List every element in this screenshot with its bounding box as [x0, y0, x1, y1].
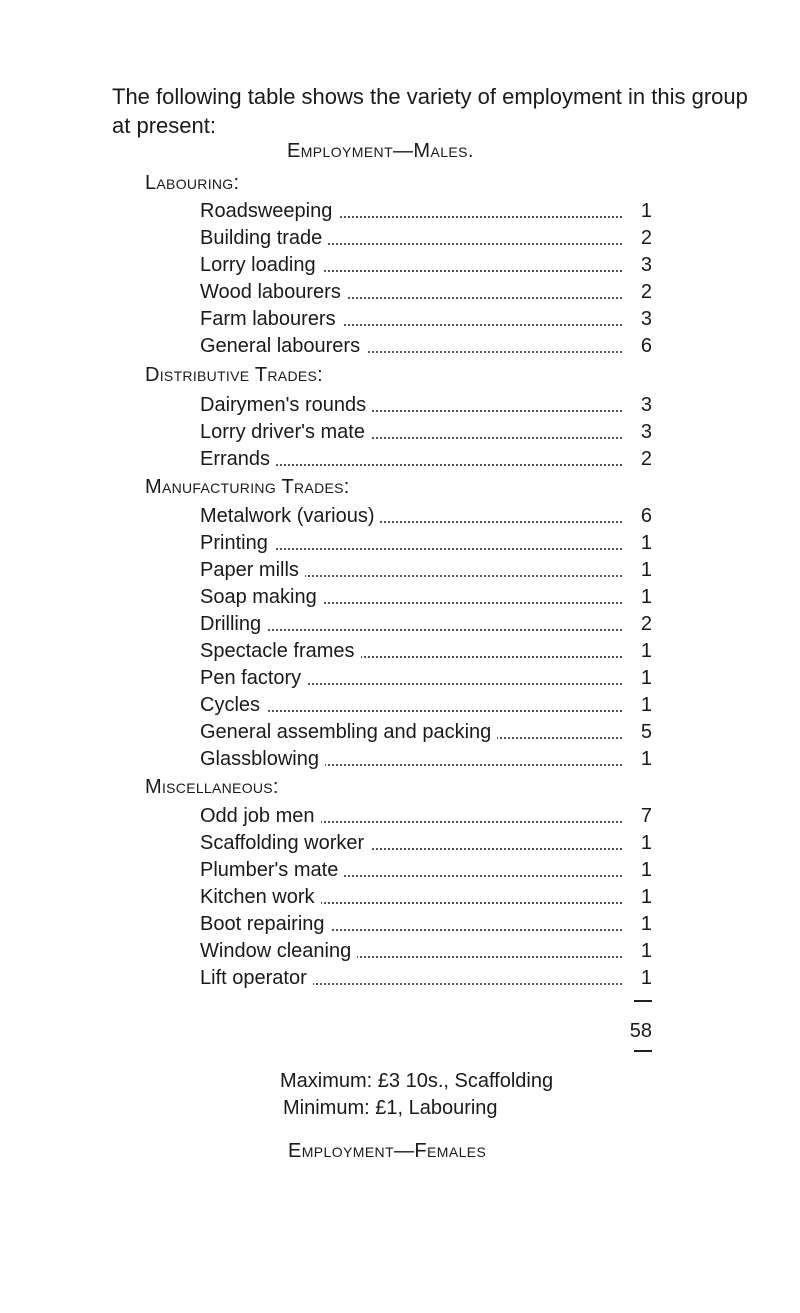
row-count: 3: [632, 392, 652, 419]
table-row: [200, 584, 652, 611]
row-label: Scaffolding worker: [200, 830, 370, 857]
section-label-miscellaneous: Miscellaneous:: [145, 776, 279, 798]
row-count: 5: [632, 719, 652, 746]
table-row: [200, 419, 652, 446]
row-count: 7: [632, 803, 652, 830]
row-label: Spectacle frames: [200, 638, 361, 665]
table-row: [200, 938, 652, 965]
row-label: Metalwork (various): [200, 503, 380, 530]
table-row: [200, 225, 652, 252]
row-label: Errands: [200, 446, 276, 473]
row-label: Pen factory: [200, 665, 307, 692]
row-count: 3: [632, 419, 652, 446]
section-label-labouring: Labouring:: [145, 172, 240, 194]
table-row: [200, 803, 652, 830]
table-row: [200, 279, 652, 306]
table-row: [200, 911, 652, 938]
row-count: 1: [632, 746, 652, 773]
row-count: 1: [632, 557, 652, 584]
row-count: 2: [632, 611, 652, 638]
row-label: Paper mills: [200, 557, 305, 584]
males-heading: Employment—Males.: [287, 140, 474, 162]
table-row: [200, 830, 652, 857]
table-row: [200, 719, 652, 746]
row-count: 1: [632, 884, 652, 911]
row-label: Lift operator: [200, 965, 313, 992]
row-label: Printing: [200, 530, 274, 557]
row-label: Soap making: [200, 584, 323, 611]
table-row: [200, 392, 652, 419]
row-count: 1: [632, 965, 652, 992]
row-label: General assembling and packing: [200, 719, 497, 746]
table-row: [200, 884, 652, 911]
row-label: Glassblowing: [200, 746, 325, 773]
row-label: Window cleaning: [200, 938, 357, 965]
row-count: 2: [632, 225, 652, 252]
section-label-distributive-trades: Distributive Trades:: [145, 364, 323, 386]
total-rule-top: [634, 1000, 652, 1002]
row-label: Dairymen's rounds: [200, 392, 372, 419]
row-count: 1: [632, 911, 652, 938]
row-count: 2: [632, 279, 652, 306]
intro-paragraph: The following table shows the variety of employment in this group at present:: [112, 84, 748, 138]
table-row: [200, 965, 652, 992]
total-rule-bottom: [634, 1050, 652, 1052]
females-heading: Employment—Females: [288, 1140, 487, 1162]
table-row: [200, 252, 652, 279]
row-count: 1: [632, 638, 652, 665]
row-label: Plumber's mate: [200, 857, 344, 884]
table-row: [200, 638, 652, 665]
row-label: Cycles: [200, 692, 266, 719]
table-row: [200, 857, 652, 884]
males-total: 58: [629, 1020, 652, 1042]
table-row: [200, 333, 652, 360]
table-row: [200, 503, 652, 530]
table-row: [200, 198, 652, 225]
row-count: 6: [632, 333, 652, 360]
row-count: 1: [632, 857, 652, 884]
table-row: [200, 665, 652, 692]
table-row: [200, 306, 652, 333]
row-count: 3: [632, 306, 652, 333]
table-row: [200, 446, 652, 473]
row-label: Lorry driver's mate: [200, 419, 371, 446]
row-label: Farm labourers: [200, 306, 342, 333]
row-count: 1: [632, 830, 652, 857]
row-label: Building trade: [200, 225, 328, 252]
row-label: Kitchen work: [200, 884, 321, 911]
row-count: 1: [632, 692, 652, 719]
males-minimum-wage: Minimum: £1, Labouring: [283, 1097, 498, 1119]
row-label: Boot repairing: [200, 911, 331, 938]
row-label: Drilling: [200, 611, 267, 638]
row-count: 1: [632, 530, 652, 557]
row-label: General labourers: [200, 333, 366, 360]
table-row: [200, 611, 652, 638]
row-label: Lorry loading: [200, 252, 322, 279]
table-row: [200, 692, 652, 719]
table-row: [200, 746, 652, 773]
row-count: 1: [632, 198, 652, 225]
row-count: 3: [632, 252, 652, 279]
row-count: 6: [632, 503, 652, 530]
row-label: Odd job men: [200, 803, 321, 830]
row-count: 1: [632, 938, 652, 965]
row-count: 2: [632, 446, 652, 473]
row-label: Wood labourers: [200, 279, 347, 306]
males-maximum-wage: Maximum: £3 10s., Scaffolding: [280, 1070, 554, 1092]
table-row: [200, 530, 652, 557]
table-row: [200, 557, 652, 584]
row-label: Roadsweeping: [200, 198, 338, 225]
row-count: 1: [632, 584, 652, 611]
section-label-manufacturing-trades: Manufacturing Trades:: [145, 476, 350, 498]
row-count: 1: [632, 665, 652, 692]
